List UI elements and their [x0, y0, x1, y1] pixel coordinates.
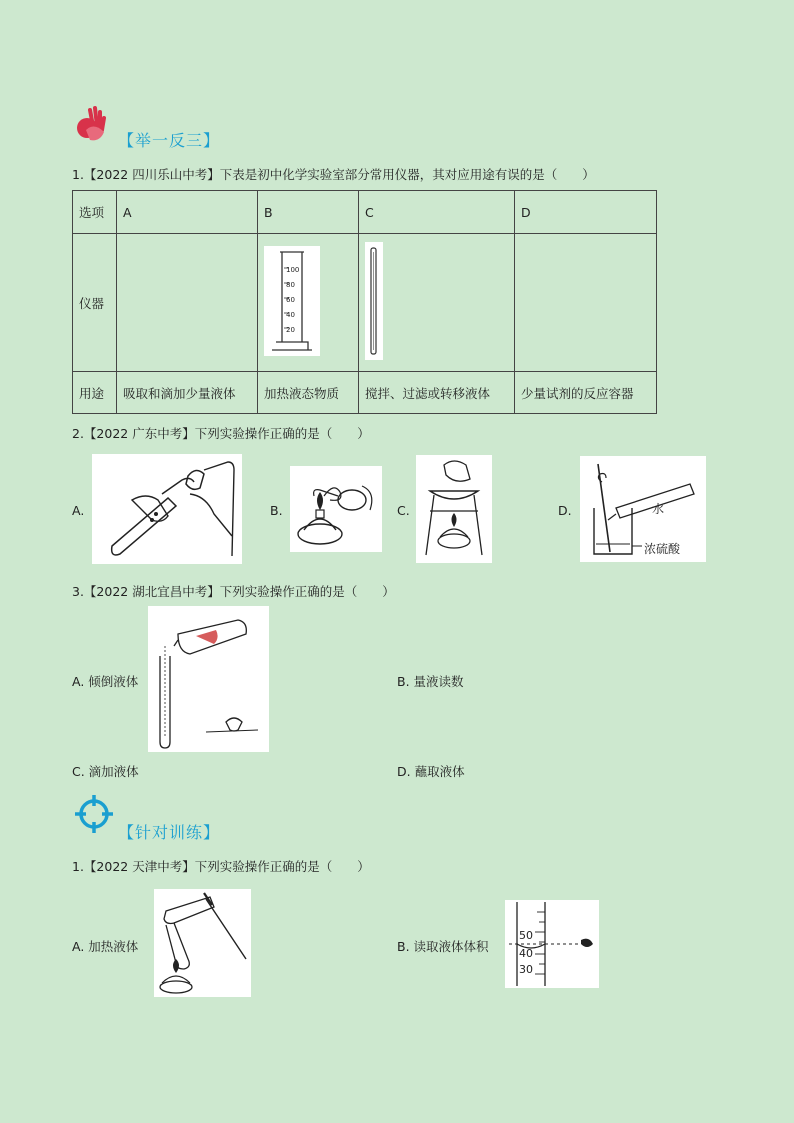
- cylinder-tick-label: 50: [519, 929, 533, 942]
- question-4-text: 1.【2022 天津中考】下列实验操作正确的是（ ）: [72, 859, 370, 874]
- water-label: 水: [652, 502, 665, 516]
- option-d-label: D. 蘸取液体: [397, 764, 465, 779]
- cylinder-tick-label: 80: [286, 281, 295, 289]
- instrument-cell-b: [258, 234, 359, 372]
- instrument-cell-a: [117, 234, 258, 372]
- table-header-cell: D: [515, 191, 657, 234]
- table-header-cell: 选项: [73, 191, 117, 234]
- option-d-label: D.: [558, 503, 572, 518]
- table-header-cell: C: [359, 191, 515, 234]
- use-cell-d: 少量试剂的反应容器: [515, 372, 657, 414]
- cylinder-tick-label: 100: [286, 266, 300, 274]
- option-b-label: B.: [270, 503, 283, 518]
- cylinder-tick-label: 20: [286, 326, 295, 334]
- instrument-cell-d: [515, 234, 657, 372]
- cylinder-tick-label: 40: [286, 311, 295, 319]
- option-b-label: B. 读取液体体积: [397, 939, 489, 954]
- option-a-label: A.: [72, 503, 85, 518]
- use-cell-c: 搅拌、过滤或转移液体: [359, 372, 515, 414]
- graduated-cylinder-image: [264, 246, 320, 356]
- pour-liquid-image: [148, 606, 269, 752]
- row-label-instrument: 仪器: [73, 234, 117, 372]
- dilute-acid-image: [580, 456, 706, 562]
- cylinder-tick-label: 30: [519, 963, 533, 976]
- question-2-text: 2.【2022 广东中考】下列实验操作正确的是（ ）: [72, 426, 370, 441]
- heat-liquid-image: [154, 889, 251, 997]
- section-title-practice: 【举一反三】: [118, 131, 221, 150]
- option-c-label: C. 滴加液体: [72, 764, 139, 779]
- use-cell-a: 吸取和滴加少量液体: [117, 372, 258, 414]
- section-title-training: 【针对训练】: [118, 823, 221, 842]
- read-volume-image: [505, 900, 599, 988]
- hand-pointer-icon: [76, 104, 110, 144]
- table-header-cell: A: [117, 191, 258, 234]
- use-cell-b: 加热液态物质: [258, 372, 359, 414]
- light-alcohol-lamp-image: [290, 466, 382, 552]
- question-3-text: 3.【2022 湖北宜昌中考】下列实验操作正确的是（ ）: [72, 584, 395, 599]
- glass-rod-image: [365, 242, 383, 360]
- option-a-label: A. 加热液体: [72, 939, 139, 954]
- instrument-table: [72, 190, 657, 414]
- target-crosshair-icon: [74, 794, 114, 834]
- option-a-label: A. 倾倒液体: [72, 674, 139, 689]
- option-b-label: B. 量液读数: [397, 674, 464, 689]
- add-solid-to-test-tube-image: [92, 454, 242, 564]
- evaporating-dish-image: [416, 455, 492, 563]
- option-c-label: C.: [397, 503, 410, 518]
- cylinder-tick-label: 40: [519, 947, 533, 960]
- question-1-text: 1.【2022 四川乐山中考】下表是初中化学实验室部分常用仪器，其对应用途有误的是（ ）: [72, 167, 595, 182]
- row-label-use: 用途: [73, 372, 117, 414]
- instrument-cell-c: [359, 234, 515, 372]
- cylinder-tick-label: 60: [286, 296, 295, 304]
- table-header-cell: B: [258, 191, 359, 234]
- conc-sulfuric-acid-label: 浓硫酸: [644, 542, 681, 556]
